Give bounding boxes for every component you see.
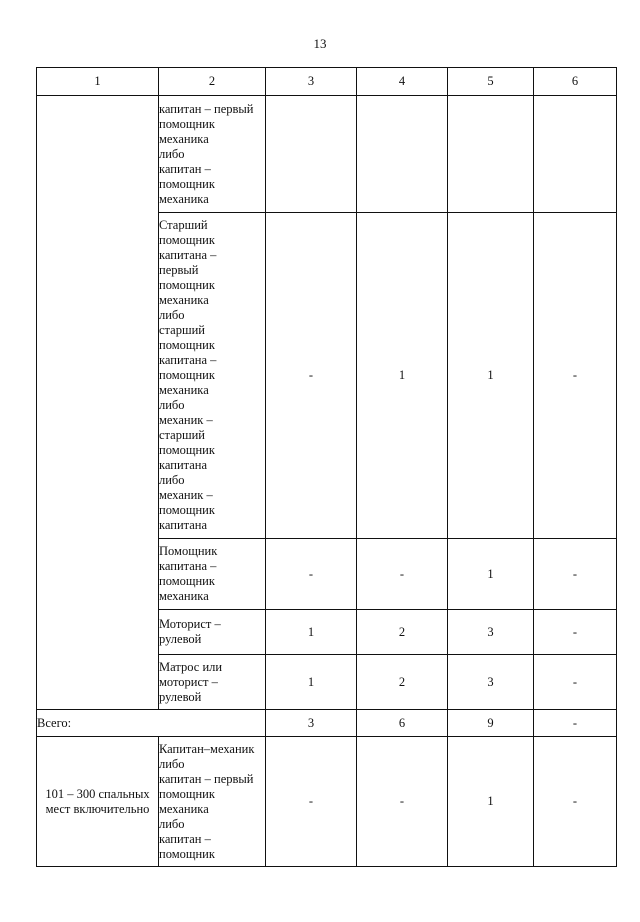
crew-table [36, 67, 617, 867]
value-cell [266, 96, 357, 213]
table-row [37, 96, 617, 213]
position-cell [159, 737, 266, 867]
position-line: рулевой [159, 632, 202, 646]
position-line: помощник [159, 443, 215, 457]
header-cell: 5 [448, 68, 534, 96]
header-cell: 1 [37, 68, 159, 96]
value-cell: - [534, 610, 617, 655]
total-value: - [534, 710, 617, 737]
group-cell [37, 96, 159, 710]
position-line: капитан – первый [159, 771, 254, 786]
value-cell [357, 96, 448, 213]
position-cell [159, 539, 266, 610]
value-cell: 3 [448, 610, 534, 655]
page-number: 13 [313, 36, 327, 51]
value-cell: 1 [448, 213, 534, 539]
value-cell: - [357, 539, 448, 610]
value-cell: - [534, 539, 617, 610]
position-line: либо [159, 756, 185, 771]
header-cell: 2 [159, 68, 266, 96]
position-line: помощник [159, 338, 215, 352]
position-line: моторист – [159, 674, 218, 689]
position-line: капитана – [159, 559, 217, 573]
capacity-group-cell: 101 – 300 спальных мест включительно [37, 737, 159, 867]
value-cell: - [357, 737, 448, 867]
value-cell: - [534, 737, 617, 867]
position-line: капитана [159, 458, 208, 472]
position-line: механика [159, 191, 209, 206]
table-header-row [37, 68, 617, 96]
value-cell: 1 [448, 539, 534, 610]
position-line: рулевой [159, 689, 202, 704]
position-line: капитан – [159, 831, 211, 846]
position-line: механика [159, 589, 209, 603]
value-cell: - [534, 655, 617, 710]
position-line: механик – [159, 488, 213, 502]
position-line: механика [159, 383, 209, 397]
total-value: 9 [448, 710, 534, 737]
position-line: либо [159, 473, 185, 487]
value-cell: - [534, 213, 617, 539]
value-cell: - [266, 213, 357, 539]
position-line: помощник [159, 116, 215, 131]
position-line: механика [159, 801, 209, 816]
position-line: Моторист – [159, 617, 221, 631]
position-line: старший [159, 323, 205, 337]
position-line: помощник [159, 176, 215, 191]
position-line: помощник [159, 846, 215, 861]
position-line: капитана [159, 518, 208, 532]
position-line: помощник [159, 503, 215, 517]
position-line: капитан – [159, 161, 211, 176]
position-line: капитана – [159, 248, 217, 262]
position-line: механика [159, 293, 209, 307]
position-line: первый [159, 263, 199, 277]
total-value: 3 [266, 710, 357, 737]
position-cell [159, 610, 266, 655]
value-cell: 1 [266, 655, 357, 710]
position-line: Капитан–механик [159, 741, 255, 756]
value-cell [534, 96, 617, 213]
value-cell [448, 96, 534, 213]
position-line: либо [159, 816, 185, 831]
position-line: помощник [159, 786, 215, 801]
header-cell: 6 [534, 68, 617, 96]
value-cell: - [266, 539, 357, 610]
position-line: помощник [159, 574, 215, 588]
position-cell [159, 655, 266, 710]
position-line: либо [159, 308, 185, 322]
value-cell: 2 [357, 610, 448, 655]
total-label: Всего: [37, 710, 266, 737]
position-line: механик – [159, 413, 213, 427]
value-cell: 1 [266, 610, 357, 655]
value-cell: 2 [357, 655, 448, 710]
position-line: Помощник [159, 544, 218, 558]
position-line: капитан – первый [159, 101, 254, 116]
position-line: механика [159, 131, 209, 146]
total-value: 6 [357, 710, 448, 737]
position-line: помощник [159, 368, 215, 382]
position-line: помощник [159, 233, 215, 247]
header-cell: 3 [266, 68, 357, 96]
header-cell: 4 [357, 68, 448, 96]
value-cell: - [266, 737, 357, 867]
position-line: либо [159, 146, 185, 161]
position-line: помощник [159, 278, 215, 292]
position-cell [159, 96, 266, 213]
value-cell: 1 [448, 737, 534, 867]
position-cell [159, 213, 266, 539]
value-cell: 3 [448, 655, 534, 710]
value-cell: 1 [357, 213, 448, 539]
position-line: капитана – [159, 353, 217, 367]
position-line: либо [159, 398, 185, 412]
table-row [37, 737, 617, 867]
total-row [37, 710, 617, 737]
position-line: Матрос или [159, 659, 223, 674]
position-line: старший [159, 428, 205, 442]
position-line: Старший [159, 218, 208, 232]
